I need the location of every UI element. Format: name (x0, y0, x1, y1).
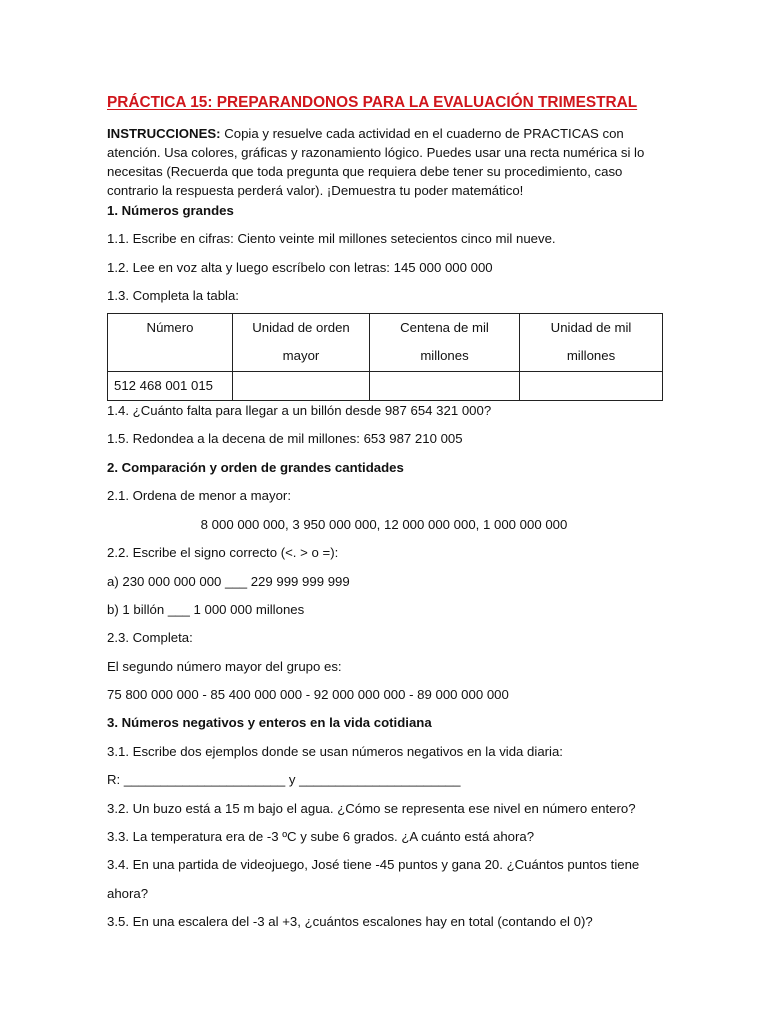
table-header-cell: Centena de mil millones (370, 314, 520, 372)
instructions-line-3: necesitas (Recuerda que toda pregunta que requiera debe tener su procedimiento, caso (107, 164, 623, 179)
instructions-label: INSTRUCCIONES: (107, 126, 221, 141)
question-1-2: 1.2. Lee en voz alta y luego escríbelo con letras: 145 000 000 000 (107, 260, 493, 275)
question-3-5: 3.5. En una escalera del -3 al +3, ¿cuántos escalones hay en total (contando el 0)? (107, 914, 593, 929)
question-2-1-values: 8 000 000 000, 3 950 000 000, 12 000 000 000, 1 000 000 000 (200, 517, 568, 532)
instructions-line-1 (107, 125, 624, 143)
question-1-1: 1.1. Escribe en cifras: Ciento veinte mil millones setecientos cinco mil nueve. (107, 231, 556, 246)
question-2-3-values: 75 800 000 000 - 85 400 000 000 - 92 000 000 000 - 89 000 000 000 (107, 687, 509, 702)
table-header-cell: Unidad de mil millones (520, 314, 663, 372)
section-3-heading: 3. Números negativos y enteros en la vida cotidiana (107, 715, 432, 730)
question-2-1: 2.1. Ordena de menor a mayor: (107, 488, 291, 503)
question-1-4: 1.4. ¿Cuánto falta para llegar a un billón desde 987 654 321 000? (107, 403, 492, 418)
section-1-heading: 1. Números grandes (107, 203, 234, 218)
table-cell-empty (520, 372, 663, 401)
question-3-2: 3.2. Un buzo está a 15 m bajo el agua. ¿Cómo se representa ese nivel en número entero? (107, 801, 636, 816)
place-value-table (107, 313, 663, 401)
question-1-5: 1.5. Redondea a la decena de mil millones: 653 987 210 005 (107, 431, 463, 446)
table-row (108, 372, 663, 401)
question-2-3-text: El segundo número mayor del grupo es: (107, 659, 342, 674)
question-3-4-line-1: 3.4. En una partida de videojuego, José tiene -45 puntos y gana 20. ¿Cuántos puntos tiene (107, 857, 640, 872)
instructions-text-1: Copia y resuelve cada actividad en el cuaderno de PRACTICAS con (220, 126, 624, 141)
table-cell-empty (370, 372, 520, 401)
question-3-3: 3.3. La temperatura era de -3 ºC y sube 6 grados. ¿A cuánto está ahora? (107, 829, 535, 844)
question-1-3: 1.3. Completa la tabla: (107, 288, 239, 303)
instructions-line-2: atención. Usa colores, gráficas y razonamiento lógico. Puedes usar una recta numérica si lo (107, 145, 645, 160)
question-3-4-line-2: ahora? (107, 886, 149, 901)
question-3-1: 3.1. Escribe dos ejemplos donde se usan números negativos en la vida diaria: (107, 744, 563, 759)
question-2-2: 2.2. Escribe el signo correcto (<. > o =): (107, 545, 339, 560)
page-title: PRÁCTICA 15: PREPARANDONOS PARA LA EVALUACIÓN TRIMESTRAL (107, 94, 638, 111)
section-2-heading: 2. Comparación y orden de grandes cantidades (107, 460, 404, 475)
table-header-cell: Unidad de orden mayor (233, 314, 370, 372)
table-cell-number: 512 468 001 015 (108, 372, 233, 401)
question-2-2-a: a) 230 000 000 000 ___ 229 999 999 999 (107, 574, 350, 589)
question-2-2-b: b) 1 billón ___ 1 000 000 millones (107, 602, 305, 617)
table-header-cell: Número (108, 314, 233, 372)
instructions-line-4: contrario la respuesta perderá valor). ¡Demuestra tu poder matemático! (107, 183, 524, 198)
question-3-1-answer: R: ______________________ y ______________________ (107, 772, 461, 787)
table-cell-empty (233, 372, 370, 401)
question-2-3: 2.3. Completa: (107, 630, 193, 645)
